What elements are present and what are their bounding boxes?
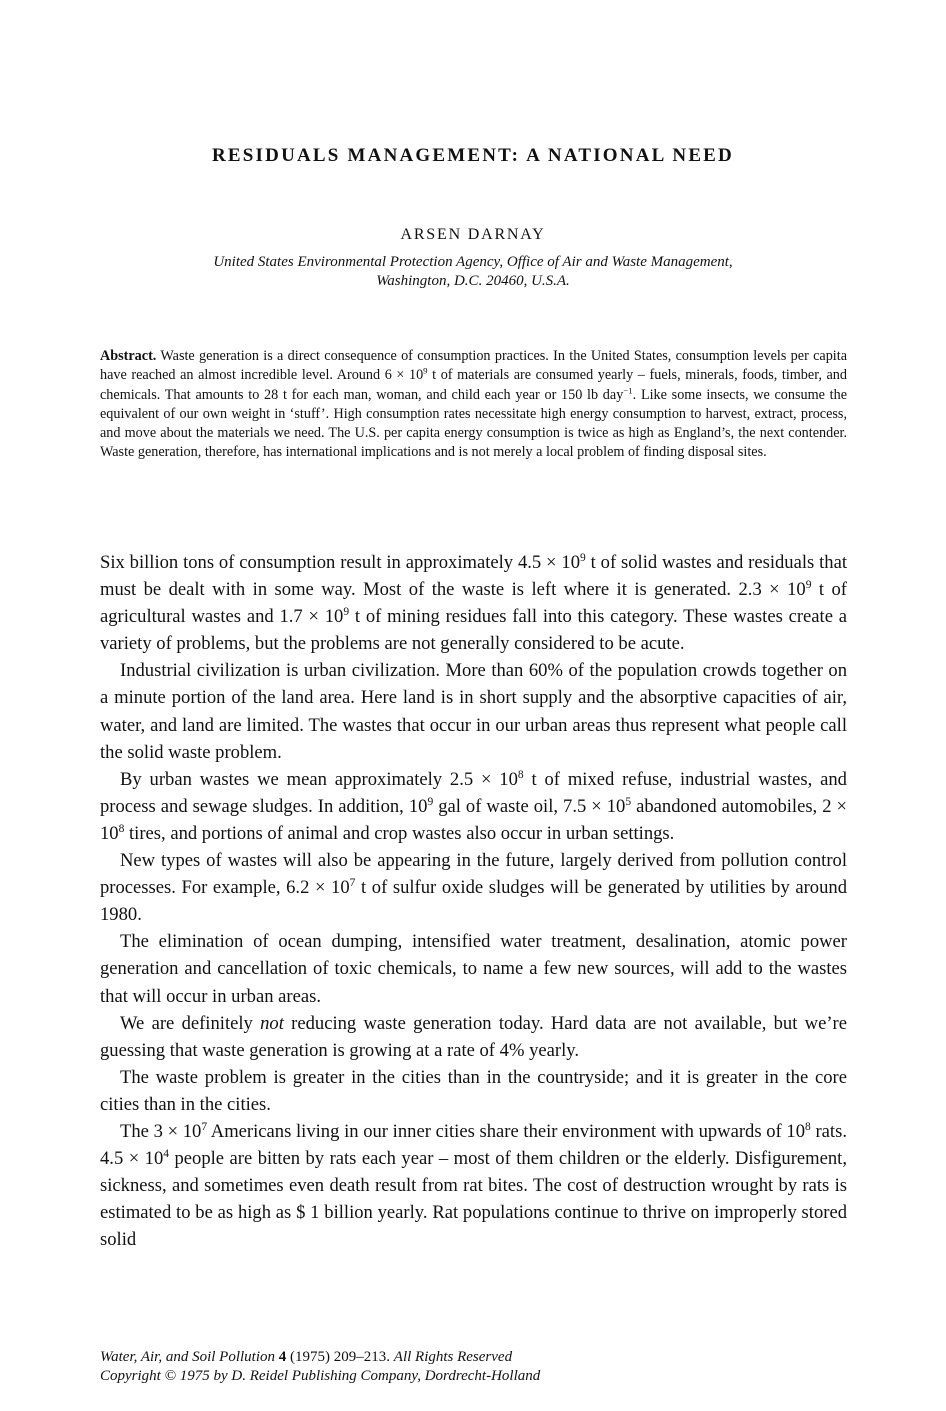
exponent: 4 bbox=[163, 1147, 170, 1160]
paragraph-8 bbox=[100, 1118, 847, 1253]
journal-pages: (1975) 209–213. bbox=[286, 1349, 394, 1365]
paper-title: RESIDUALS MANAGEMENT: A NATIONAL NEED bbox=[212, 145, 734, 166]
author-affiliation bbox=[0, 253, 946, 291]
abstract-exponent-b: −1 bbox=[623, 385, 633, 396]
abstract bbox=[100, 347, 847, 463]
rights-statement: All Rights Reserved bbox=[393, 1349, 513, 1365]
paragraph-2: Industrial civilization is urban civilization. More than 60% of the population crowds together on a minute portion of the land area. Here land is in short supply and the absorptive capacities of air, water, and land are limited. The wastes that occur in our urban areas thus represent what people call the solid waste problem. bbox=[100, 660, 847, 763]
exponent: 9 bbox=[805, 578, 812, 591]
text-run: tires, and portions of animal and crop wastes also occur in urban settings. bbox=[124, 822, 675, 844]
affiliation-line-1: United States Environmental Protection Agency, Office of Air and Waste Management, bbox=[213, 254, 733, 270]
abstract-text-c: . Like some insects, we consume the equivalent of our own weight in ‘stuff’. High consumption rates necessitate high energy consumption to harvest, extract, process, and move about the materials we need. The U.S. per capita energy consumption is twice as high as England’s, the next contender. Waste generation, therefore, has international implications and is not merely a local problem of finding disposal sites. bbox=[100, 386, 847, 461]
copyright-line: Copyright © 1975 by D. Reidel Publishing Company, Dordrecht-Holland bbox=[100, 1368, 541, 1384]
abstract-text-a: Waste generation is a direct consequence of consumption practices. In the United States, consumption levels per capita have reached an almost incredible level. Around 6 × 10 bbox=[100, 348, 847, 384]
text-run: By urban wastes we mean approximately 2.5 × 10 bbox=[120, 768, 518, 790]
text-run: New types of wastes will also be appearing in the future, largely derived from pollution control processes. For example, 6.2 × 10 bbox=[100, 850, 847, 899]
text-run: t of agricultural wastes and 1.7 × 10 bbox=[100, 579, 848, 628]
journal-volume: 4 bbox=[275, 1349, 287, 1365]
text-run: t of sulfur oxide sludges will be generated by utilities by around 1980. bbox=[100, 877, 847, 926]
exponent: 9 bbox=[343, 606, 350, 619]
exponent: 7 bbox=[201, 1120, 208, 1133]
exponent: 5 bbox=[625, 795, 632, 808]
text-run: The 3 × 10 bbox=[120, 1120, 202, 1142]
text-run: Six billion tons of consumption result in approximately 4.5 × 10 bbox=[100, 552, 580, 573]
text-run: We are definitely bbox=[120, 1012, 261, 1034]
paragraph-4 bbox=[100, 847, 847, 928]
journal-name: Water, Air, and Soil Pollution bbox=[100, 1349, 276, 1365]
paragraph-5: The elimination of ocean dumping, intensified water treatment, desalination, atomic power generation and cancellation of toxic chemicals, to name a few new sources, will add to the wastes that will occur in urban areas. bbox=[100, 931, 847, 1007]
author-name: ARSEN DARNAY bbox=[400, 226, 546, 243]
text-run: gal of waste oil, 7.5 × 10 bbox=[433, 795, 626, 817]
exponent: 7 bbox=[349, 876, 356, 889]
exponent: 8 bbox=[805, 1120, 811, 1133]
text-run: t of mining residues fall into this category. These wastes create a variety of problems, but the problems are not generally considered to be acute. bbox=[100, 606, 847, 655]
footer-citation bbox=[100, 1348, 847, 1367]
abstract-text-b: t of materials are consumed yearly – fuels, minerals, foods, timber, and chemicals. That amounts to 28 t for each man, woman, and child each year or 150 lb day bbox=[100, 367, 847, 403]
paragraph-3 bbox=[100, 766, 847, 847]
emphasis: not bbox=[260, 1012, 284, 1034]
paragraph-6 bbox=[100, 1010, 847, 1064]
exponent: 8 bbox=[517, 768, 524, 781]
text-run: rats. 4.5 × 10 bbox=[100, 1120, 847, 1170]
page-footer bbox=[100, 1348, 847, 1386]
abstract-exponent-a: 9 bbox=[423, 365, 428, 376]
exponent: 9 bbox=[427, 795, 434, 808]
body-text bbox=[100, 549, 847, 1253]
abstract-label: Abstract. bbox=[100, 348, 157, 364]
text-run: reducing waste generation today. Hard data are not available, but we’re guessing that waste generation is growing at a rate of 4% yearly. bbox=[100, 1012, 847, 1061]
paragraph-7: The waste problem is greater in the cities than in the countryside; and it is greater in the core cities than in the cities. bbox=[100, 1066, 847, 1115]
text-run: people are bitten by rats each year – most of them children or the elderly. Disfigurement, sickness, and sometimes even death result from rat bites. The cost of destruction wrought by rats is estimated to be as high as $ 1 billion yearly. Rat populations continue to thrive on improperly stored solid bbox=[100, 1148, 847, 1251]
text-run: abandoned automobiles, 2 × 10 bbox=[100, 795, 847, 844]
paragraph-1 bbox=[100, 549, 847, 657]
exponent: 9 bbox=[580, 551, 586, 564]
affiliation-line-2: Washington, D.C. 20460, U.S.A. bbox=[376, 273, 570, 289]
text-run: t of mixed refuse, industrial wastes, and process and sewage sludges. In addition, 10 bbox=[100, 768, 847, 817]
exponent: 8 bbox=[118, 822, 125, 835]
text-run: Americans living in our inner cities share their environment with upwards of 10 bbox=[207, 1120, 806, 1142]
text-run: t of solid wastes and residuals that must be dealt with in some way. Most of the waste is left where it is generated. 2.3 × 10 bbox=[100, 552, 847, 601]
